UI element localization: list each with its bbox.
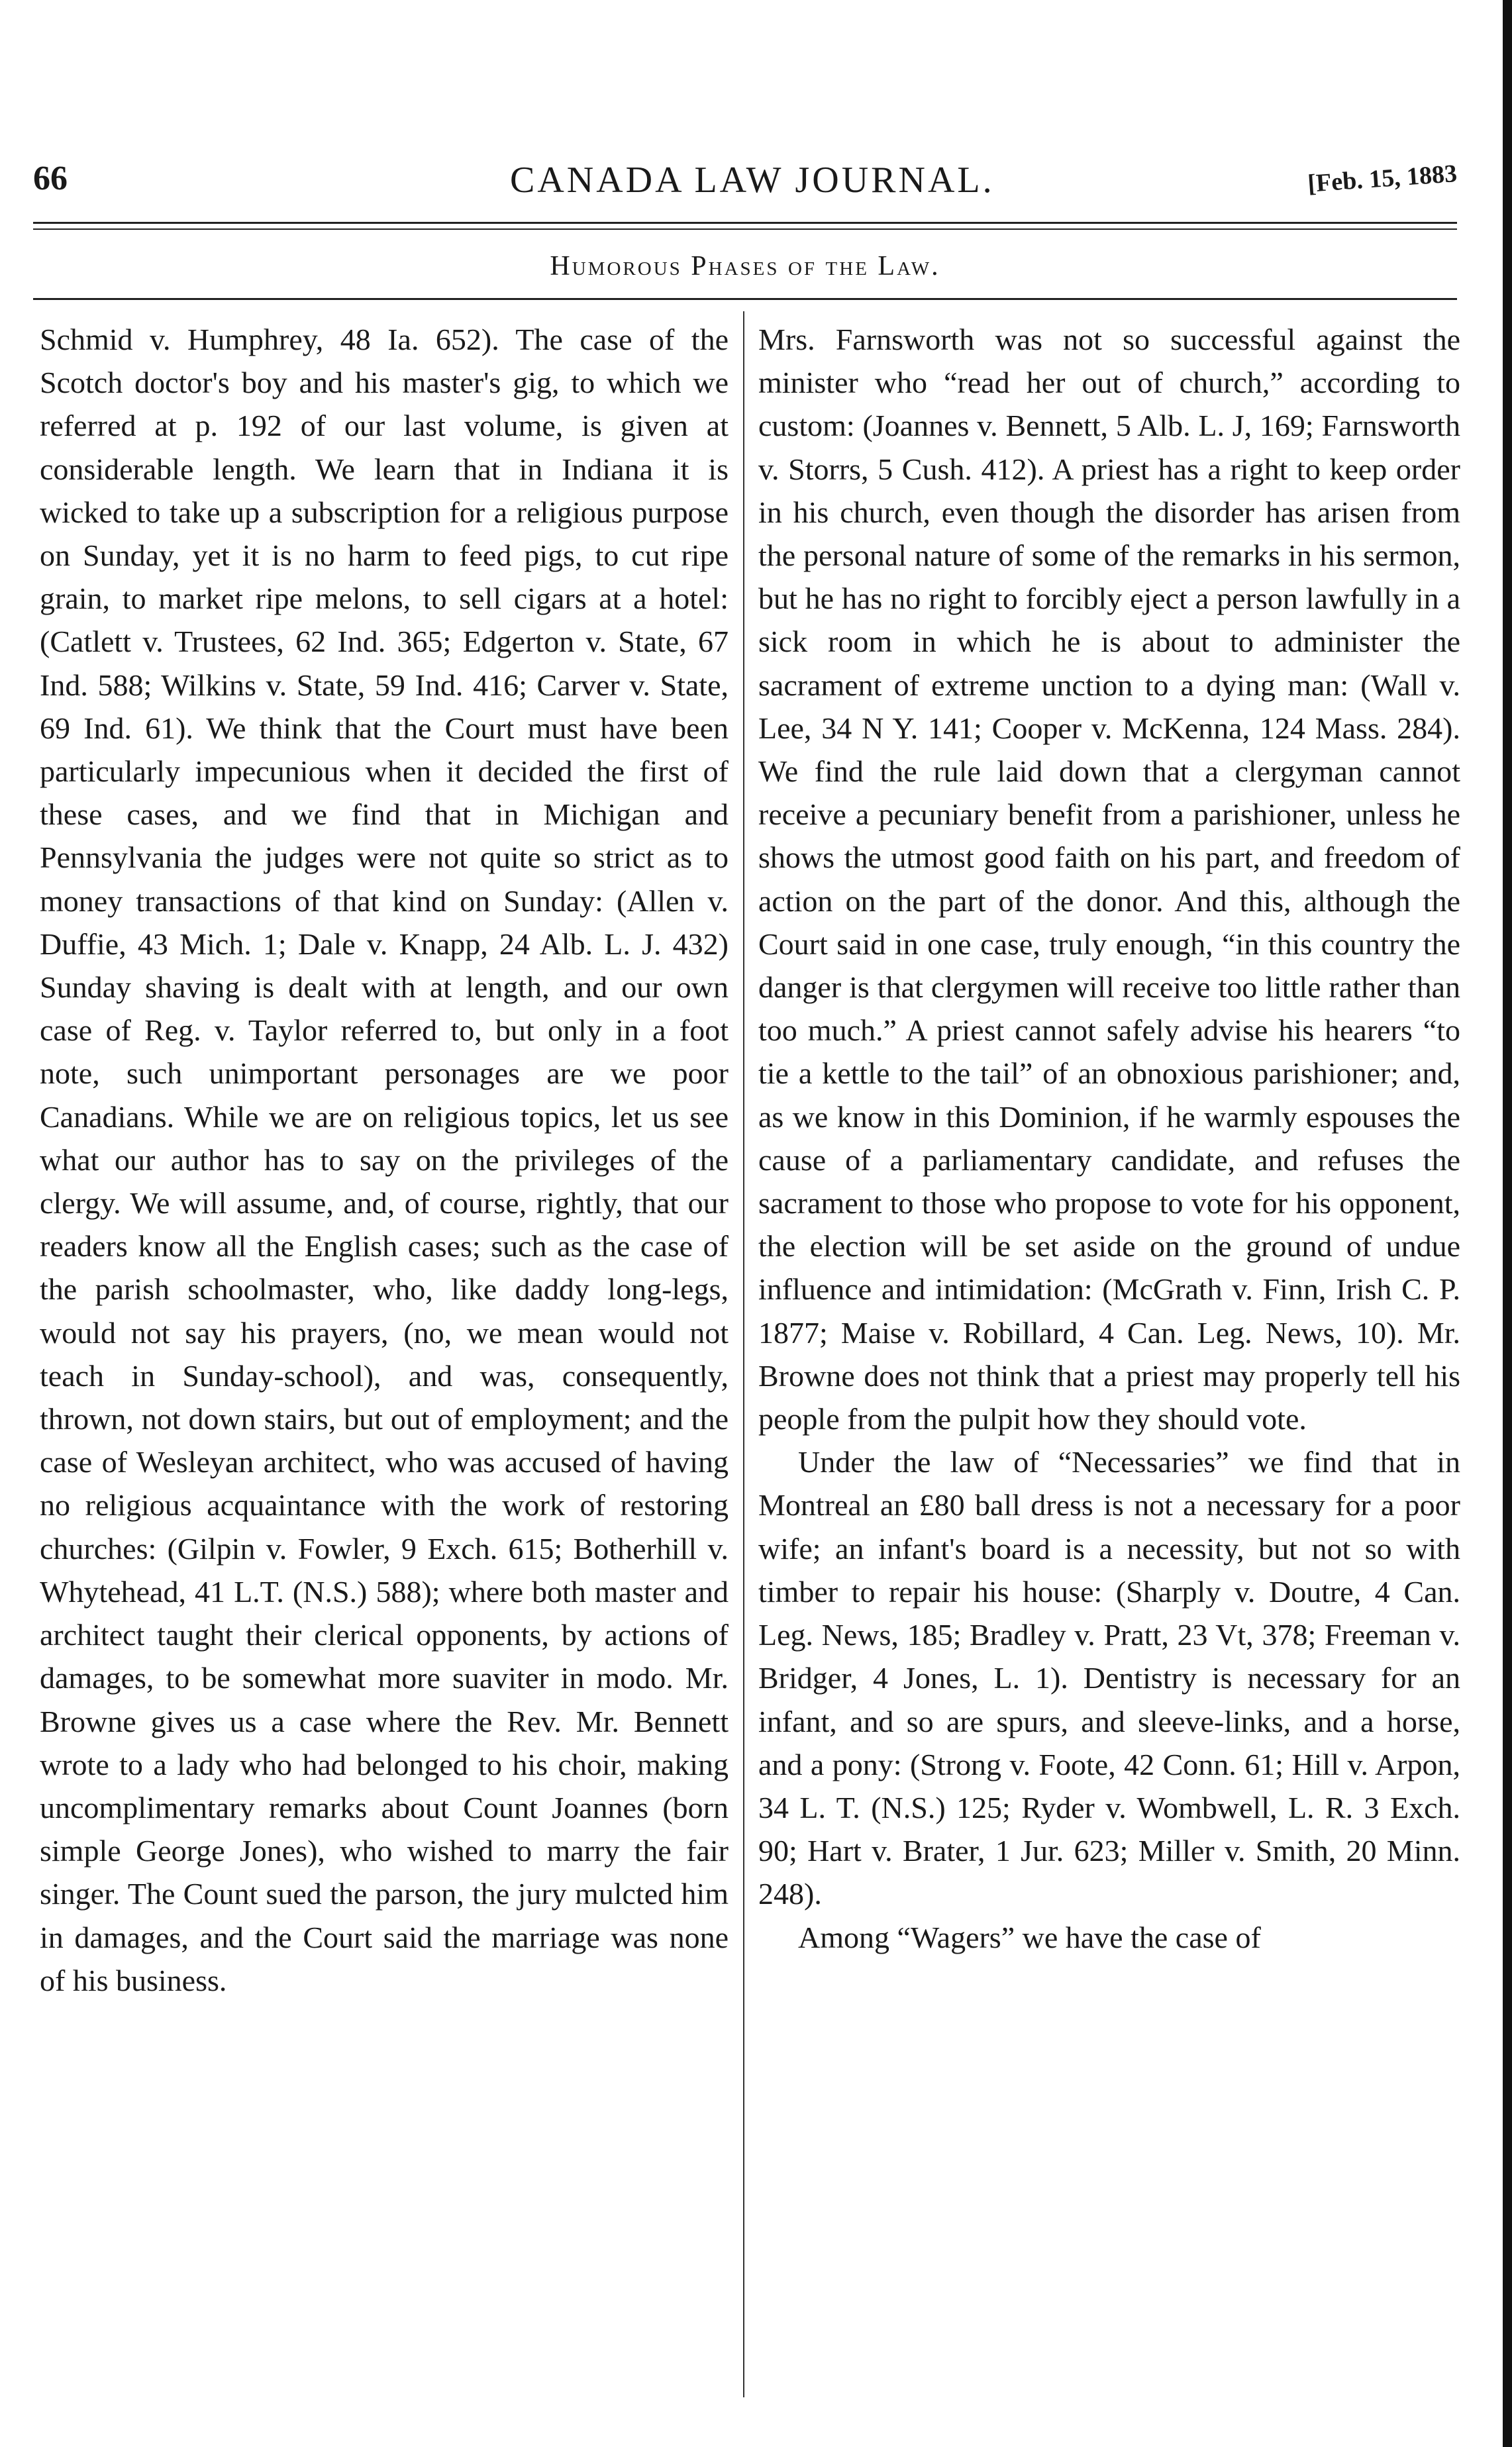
page-number: 66 [33,160,68,197]
left-column [40,318,729,2404]
header-rule-bottom [33,228,1457,230]
column-divider [743,311,744,2397]
right-paragraph-3: Among “Wagers” we have the case of [798,1920,1261,1954]
right-column [758,318,1460,2404]
journal-title: CANADA LAW JOURNAL. [510,160,995,201]
header-rule-top [33,222,1457,224]
left-paragraph-1: Schmid v. Humphrey, 48 Ia. 652). The case of the Scotch doctor's boy and his master's gig, to which we referred at p. 192 of our last volume, is given at considerable length. We learn that in Indiana it is wicked to take up a subscription for a religious purpose on Sunday, yet it is no harm to feed pigs, to cut ripe grain, to market ripe melons, to sell cigars at a hotel: (Catlett v. Trustees, 62 Ind. 365; Edgerton v. State, 67 Ind. 588; Wilkins v. State, 59 Ind. 416; Carver v. State, 69 Ind. 61). We think that the Court must have been particularly impecunious when it decided the first of these cases, and we find that in Michigan and Pennsylvania the judges were not quite so strict as to money transactions of that kind on Sunday: (Allen v. Duffie, 43 Mich. 1; Dale v. Knapp, 24 Alb. L. J. 432) Sunday shaving is dealt with at length, and our own case of Reg. v. Taylor referred to, but only in a foot note, such unimportant personages are we poor Canadians. While we are on religious topics, let us see what our author has to say on the privileges of the clergy. We will assume, and, of course, rightly, that our readers know all the English cases; such as the case of the parish schoolmaster, who, like daddy long-legs, would not say his prayers, (no, we mean would not teach in Sunday-school), and was, consequently, thrown, not down stairs, but out of employment; and the case of Wesleyan architect, who was accused of having no religious acquaintance with the work of restoring churches: (Gilpin v. Fowler, 9 Exch. 615; Botherhill v. Whytehead, 41 L.T. (N.S.) 588); where both master and architect taught their clerical opponents, by actions of damages, to be somewhat more suaviter in modo. Mr. Browne gives us a case where the Rev. Mr. Bennett wrote to a lady who had belonged to his choir, making uncomplimentary remarks about Count Joannes (born simple George Jones), who wished to marry the fair singer. The Count sued the parson, the jury mulcted him in damages, and the Court said the marriage was none of his business. [40,323,729,1997]
section-title: Humorous Phases of the Law. [550,251,940,281]
running-header [33,159,1457,219]
issue-date: [Feb. 15, 1883 [1307,160,1458,198]
section-rule [33,298,1457,300]
right-paragraph-1: Mrs. Farnsworth was not so successful against the minister who “read her out of church,” according to custom: (Joannes v. Bennett, 5 Alb. L. J, 169; Farnsworth v. Storrs, 5 Cush. 412). A priest has a right to keep order in his church, even though the disorder has arisen from the personal nature of some of the remarks in his sermon, but he has no right to forcibly eject a person lawfully in a sick room in which he is about to administer the sacrament of extreme unction to a dying man: (Wall v. Lee, 34 N Y. 141; Cooper v. McKenna, 124 Mass. 284). We find the rule laid down that a clergyman cannot receive a pecuniary benefit from a parishioner, unless he shows the utmost good faith on his part, and freedom of action on the part of the donor. And this, although the Court said in one case, truly enough, “in this country the danger is that clergymen will receive too little rather than too much.” A priest cannot safely advise his hearers “to tie a kettle to the tail” of an obnoxious parishioner; and, as we know in this Dominion, if he warmly espouses the cause of a parliamentary candidate, and refuses the sacrament to those who propose to vote for his opponent, the election will be set aside on the ground of undue influence and intimidation: (McGrath v. Finn, Irish C. P. 1877; Maise v. Robillard, 4 Can. Leg. News, 10). Mr. Browne does not think that a priest may properly tell his people from the pulpit how they should vote. [758,323,1460,1436]
right-paragraph-2: Under the law of “Necessaries” we find that in Montreal an £80 ball dress is not a necessary for a poor wife; an infant's board is a necessity, but not so with timber to repair his house: (Sharply v. Doutre, 4 Can. Leg. News, 185; Bradley v. Pratt, 23 Vt, 378; Freeman v. Bridger, 4 Jones, L. 1). Dentistry is necessary for an infant, and so are spurs, and sleeve-links, and a horse, and a pony: (Strong v. Foote, 42 Conn. 61; Hill v. Arpon, 34 L. T. (N.S.) 125; Ryder v. Wombwell, L. R. 3 Exch. 90; Hart v. Brater, 1 Jur. 623; Miller v. Smith, 20 Minn. 248). [758,1445,1460,1911]
page-edge [1503,0,1512,2447]
